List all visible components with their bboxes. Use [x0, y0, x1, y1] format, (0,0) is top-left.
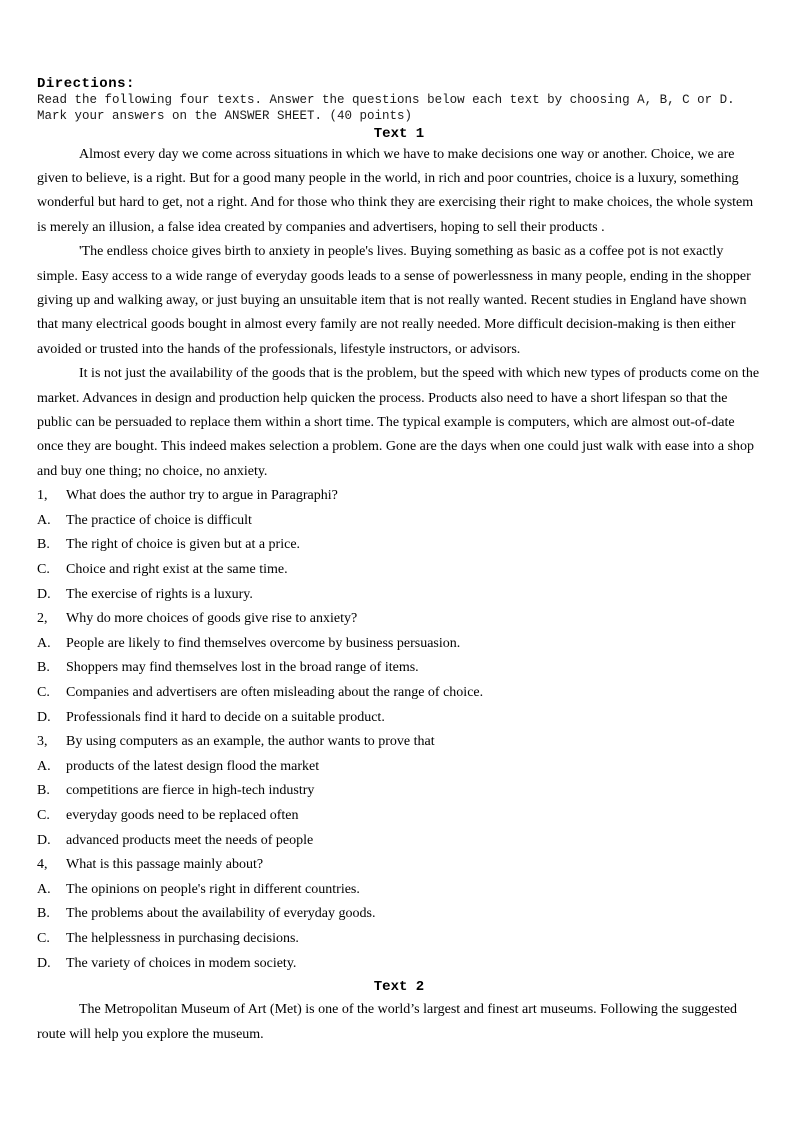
question-stem [37, 730, 761, 755]
option-text: Professionals find it hard to decide on a suitable product. [66, 709, 385, 725]
option-letter: B. [37, 537, 50, 553]
option-b [37, 533, 761, 558]
question-stem [37, 853, 761, 878]
question-1 [37, 484, 761, 607]
option-text: The problems about the availability of everyday goods. [66, 906, 376, 922]
option-text: People are likely to find themselves overcome by business persuasion. [66, 635, 461, 651]
option-letter: B. [37, 660, 50, 676]
option-letter: C. [37, 685, 50, 701]
option-text: Shoppers may find themselves lost in the broad range of items. [66, 660, 419, 676]
question-number: 3, [37, 734, 48, 750]
option-letter: C. [37, 562, 50, 578]
text2-paragraph-1: The Metropolitan Museum of Art (Met) is one of the world’s largest and finest art museums. Following the suggested route will help you explore the museum. [37, 1002, 738, 1042]
option-text: The exercise of rights is a luxury. [66, 586, 253, 602]
option-text: The practice of choice is difficult [66, 512, 252, 528]
option-letter: B. [37, 906, 50, 922]
option-letter: D. [37, 955, 51, 971]
question-number: 2, [37, 611, 48, 627]
option-b [37, 656, 761, 681]
text1-paragraph-3: It is not just the availability of the goods that is the problem, but the speed with which new types of products come on the market. Advances in design and production help quicken the process. Products also need to have a short lifespan so that the public can be persuaded to replace them within a short time. The typical example is computers, which are almost out-of-date once they are bought. This indeed makes selection a problem. Gone are the days when one could just walk with ease into a shop and buy one thing; no choice, no anxiety. [37, 366, 760, 479]
text2-heading: Text 2 [373, 979, 425, 996]
option-text: The opinions on people's right in different countries. [66, 881, 360, 897]
text1-paragraph-1: Almost every day we come across situations in which we have to make decisions one way or another. Choice, we are given to believe, is a right. But for a good many people in the world, in rich and poor countries, choice is a luxury, something wonderful but hard to get, not a right. And for those who think they are exercising their right to make choices, the whole system is merely an illusion, a false idea created by companies and advertisers, hoping to sell their products . [37, 146, 754, 235]
option-text: everyday goods need to be replaced often [66, 808, 299, 823]
option-b [37, 902, 761, 927]
question-number: 4, [37, 857, 48, 873]
option-letter: D. [37, 832, 51, 848]
question-text: What does the author try to argue in Paragraphi? [66, 488, 338, 504]
option-letter: C. [37, 930, 50, 946]
option-d [37, 952, 761, 977]
question-text: By using computers as an example, the author wants to prove that [66, 734, 435, 750]
option-a [37, 509, 761, 534]
option-letter: B. [37, 783, 50, 799]
option-c [37, 927, 761, 952]
option-text: Companies and advertisers are often misleading about the range of choice. [66, 685, 484, 701]
option-c [37, 681, 761, 706]
option-text: The right of choice is given but at a price. [66, 537, 301, 553]
option-text: The variety of choices in modem society. [66, 955, 297, 971]
option-d [37, 583, 761, 608]
option-letter: D. [37, 709, 51, 725]
question-stem [37, 607, 761, 632]
option-text: products of the latest design flood the market [66, 758, 320, 774]
question-text: Why do more choices of goods give rise to anxiety? [66, 611, 358, 627]
option-letter: A. [37, 635, 51, 651]
option-letter: C. [37, 808, 50, 823]
option-c [37, 804, 761, 829]
page-content [37, 76, 761, 1047]
directions-text: Read the following four texts. Answer the questions below each text by choosing A, B, C or D. Mark your answers on the ANSWER SHEET. (40 points) [37, 93, 735, 123]
question-2 [37, 607, 761, 730]
option-c [37, 558, 761, 583]
option-a [37, 755, 761, 780]
question-stem [37, 484, 761, 509]
option-b [37, 779, 761, 804]
option-a [37, 878, 761, 903]
text1-paragraph-2: 'The endless choice gives birth to anxiety in people's lives. Buying something as basic as a coffee pot is not exactly simple. Easy access to a wide range of everyday goods leads to a sense of powerlessness in many people, ending in the shopper giving up and walking away, or just buying an unsuitable item that is not really wanted. Recent studies in England have shown that many electrical goods bought in almost every family are not really needed. More difficult decision-making is then either avoided or trusted into the hands of the professionals, lifestyle instructors, or advisors. [37, 244, 751, 357]
option-d [37, 829, 761, 854]
option-d [37, 706, 761, 731]
question-3 [37, 730, 761, 853]
option-text: advanced products meet the needs of people [66, 832, 314, 848]
option-text: Choice and right exist at the same time. [66, 562, 288, 578]
question-4 [37, 853, 761, 976]
option-text: competitions are fierce in high-tech industry [66, 783, 315, 799]
option-letter: A. [37, 758, 51, 774]
text1-heading: Text 1 [373, 125, 425, 142]
directions-heading: Directions: [37, 76, 135, 92]
question-number: 1, [37, 488, 48, 504]
option-letter: A. [37, 512, 51, 528]
option-a [37, 632, 761, 657]
question-text: What is this passage mainly about? [66, 857, 264, 873]
option-text: The helplessness in purchasing decisions. [66, 930, 299, 946]
option-letter: A. [37, 881, 51, 897]
option-letter: D. [37, 586, 51, 602]
